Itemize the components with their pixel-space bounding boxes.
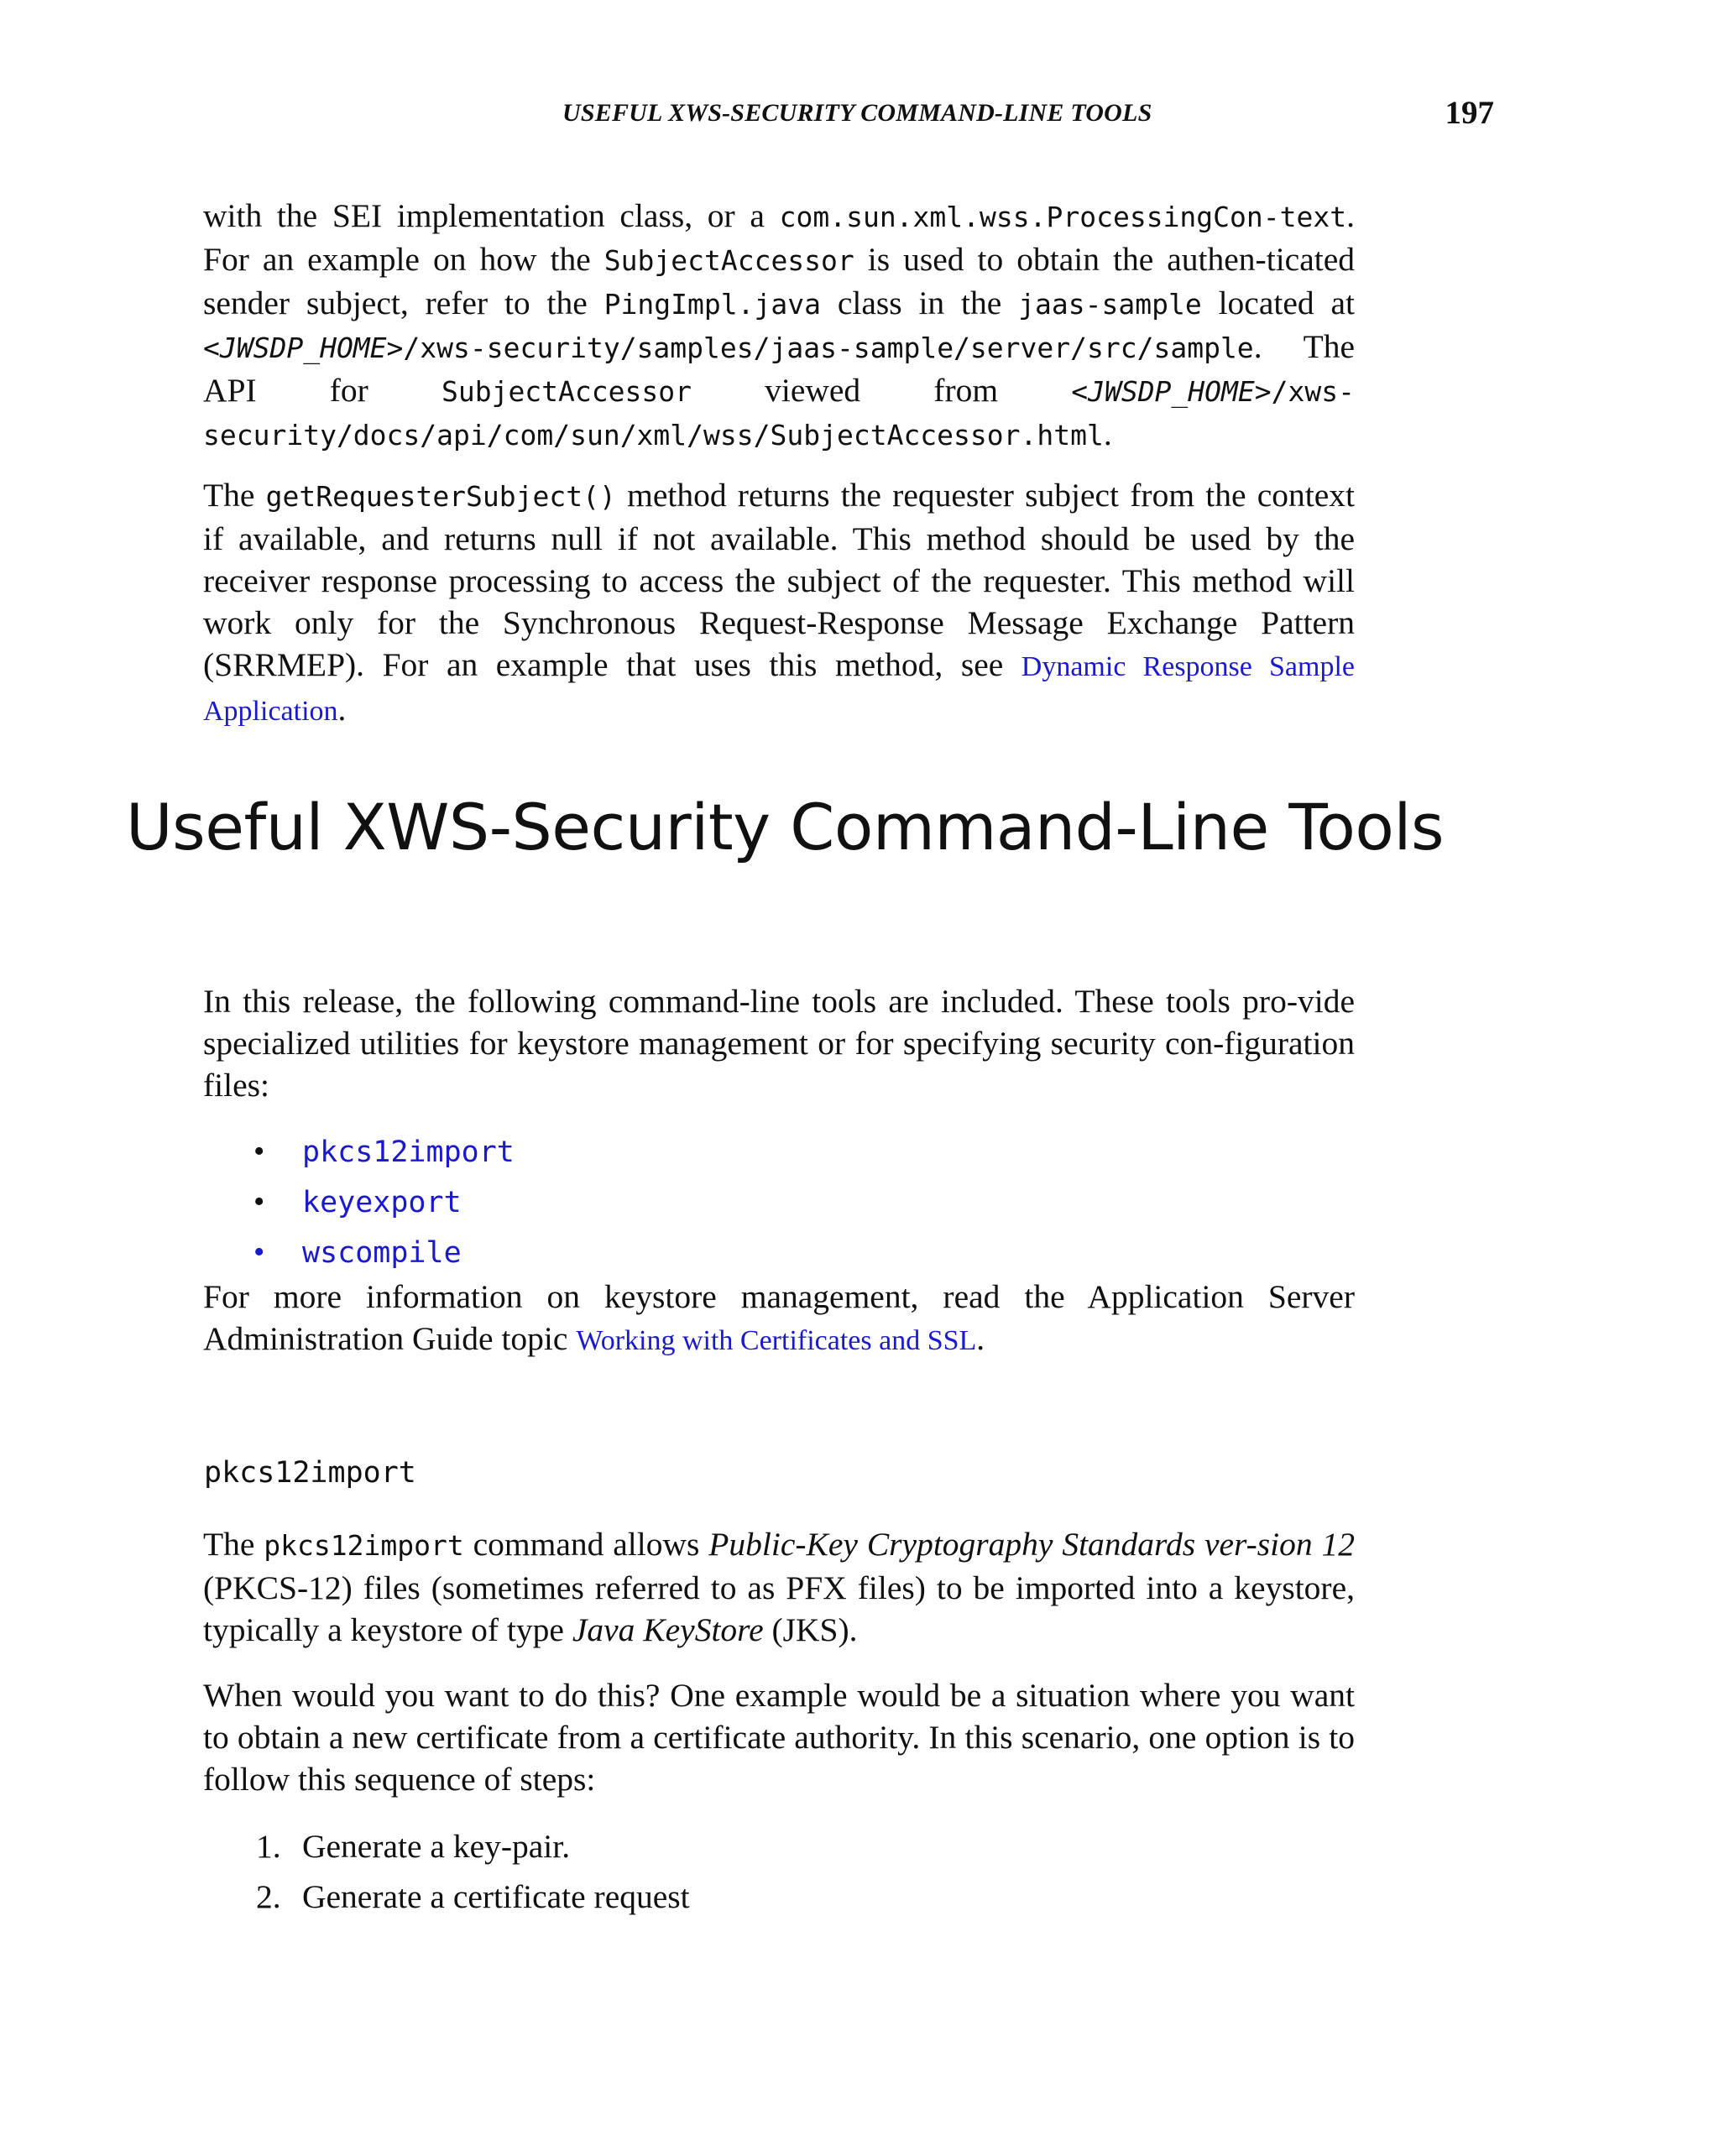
code-jwsdp-home: <JWSDP_HOME> xyxy=(203,331,404,364)
steps-list xyxy=(256,1821,690,1922)
text: . xyxy=(976,1320,985,1357)
code-subject-accessor: SubjectAccessor xyxy=(441,375,692,408)
text: When would you want to do this? One example would be a situation where you want to obtain a new certificate from a certificate authority. In this scenario, one option is to follow this sequence of steps: xyxy=(203,1677,1355,1798)
step-text: Generate a key-pair. xyxy=(302,1828,571,1865)
bullet: • xyxy=(253,1134,265,1169)
code-jwsdp-home: <JWSDP_HOME> xyxy=(1071,375,1272,408)
code-subject-accessor: SubjectAccessor xyxy=(603,244,854,277)
text: class in the xyxy=(820,285,1019,321)
step-text: Generate a certificate request xyxy=(302,1878,690,1915)
list-item xyxy=(253,1177,515,1227)
code-sample-path: /xws-security/samples/jaas-sample/server/src/sample xyxy=(403,331,1254,364)
code-jaas-sample: jaas-sample xyxy=(1018,288,1202,321)
code-api-path: /xws-security/docs/api/com/sun/xml/wss/SubjectAccessor.html xyxy=(203,375,1355,452)
text: . The API for xyxy=(203,328,1355,409)
list-item xyxy=(253,1227,515,1277)
paragraph-keystore-info xyxy=(203,1276,1355,1382)
paragraph-when xyxy=(203,1674,1355,1820)
code-processing-context: com.sun.xml.wss.ProcessingCon-text xyxy=(779,201,1347,233)
code-pkcs12import: pkcs12import xyxy=(264,1529,464,1562)
bullet: • xyxy=(253,1184,265,1219)
text: The xyxy=(203,477,266,514)
running-head xyxy=(0,95,1719,139)
subsection-heading: pkcs12import xyxy=(204,1456,416,1490)
text: method returns the requester subject from the context if available, and returns null if not available. This method should be used by the receiver response processing to access the subject of the requester. This method will work only for the Synchronous Request-Response Message Exchange Pattern (SRRMEP). For an example that uses this method, see xyxy=(203,477,1355,683)
paragraph-pkcs12import xyxy=(203,1523,1355,1671)
running-head-title: USEFUL XWS-SECURITY COMMAND-LINE TOOLS xyxy=(562,99,1152,127)
paragraph-subject-accessor xyxy=(203,195,1355,477)
link-pkcs12import[interactable]: pkcs12import xyxy=(302,1135,515,1169)
tools-list xyxy=(253,1126,515,1277)
text: For more information on keystore management, read the Application Server Administration Guide topic xyxy=(203,1278,1355,1357)
code-pingimpl: PingImpl.java xyxy=(603,288,821,321)
list-item xyxy=(256,1821,690,1871)
step-number: 1. xyxy=(256,1828,281,1865)
text: The xyxy=(203,1526,264,1563)
text: command allows xyxy=(463,1526,709,1563)
text: In this release, the following command-line tools are included. These tools pro-vide specialized utilities for keystore management or for specifying security con-figuration files: xyxy=(203,983,1355,1104)
list-item xyxy=(256,1871,690,1922)
text: is used to obtain the authen-ticated sender subject, refer to the xyxy=(203,241,1355,321)
link-dynamic-response-sample[interactable]: Dynamic Response Sample Application xyxy=(203,651,1355,727)
step-number: 2. xyxy=(256,1878,281,1915)
text: . xyxy=(1103,415,1112,452)
section-heading: Useful XWS-Security Command-Line Tools xyxy=(126,790,1445,864)
text: . xyxy=(337,691,347,728)
code-get-requester-subject: getRequesterSubject() xyxy=(265,480,616,513)
emphasis-pkcs: Public-Key Cryptography Standards ver-sion 12 xyxy=(708,1526,1355,1563)
paragraph-get-requester-subject xyxy=(203,474,1355,753)
text: with the SEI implementation class, or a xyxy=(203,197,780,234)
link-certificates-ssl[interactable]: Working with Certificates and SSL xyxy=(576,1325,977,1356)
bullet: • xyxy=(253,1235,265,1270)
paragraph-tools-intro xyxy=(203,980,1355,1126)
text: located at xyxy=(1201,285,1355,321)
text: viewed from xyxy=(691,372,1072,409)
link-keyexport[interactable]: keyexport xyxy=(302,1186,462,1219)
text: (PKCS-12) files (sometimes referred to as PFX files) to be imported into a keystore, typically a keystore of type xyxy=(203,1569,1355,1648)
text: (JKS). xyxy=(763,1611,858,1648)
text: . For an example on how the xyxy=(203,197,1355,278)
page-number: 197 xyxy=(1445,95,1494,131)
list-item xyxy=(253,1126,515,1177)
emphasis-java-keystore: Java KeyStore xyxy=(572,1611,764,1648)
link-wscompile[interactable]: wscompile xyxy=(302,1236,462,1270)
